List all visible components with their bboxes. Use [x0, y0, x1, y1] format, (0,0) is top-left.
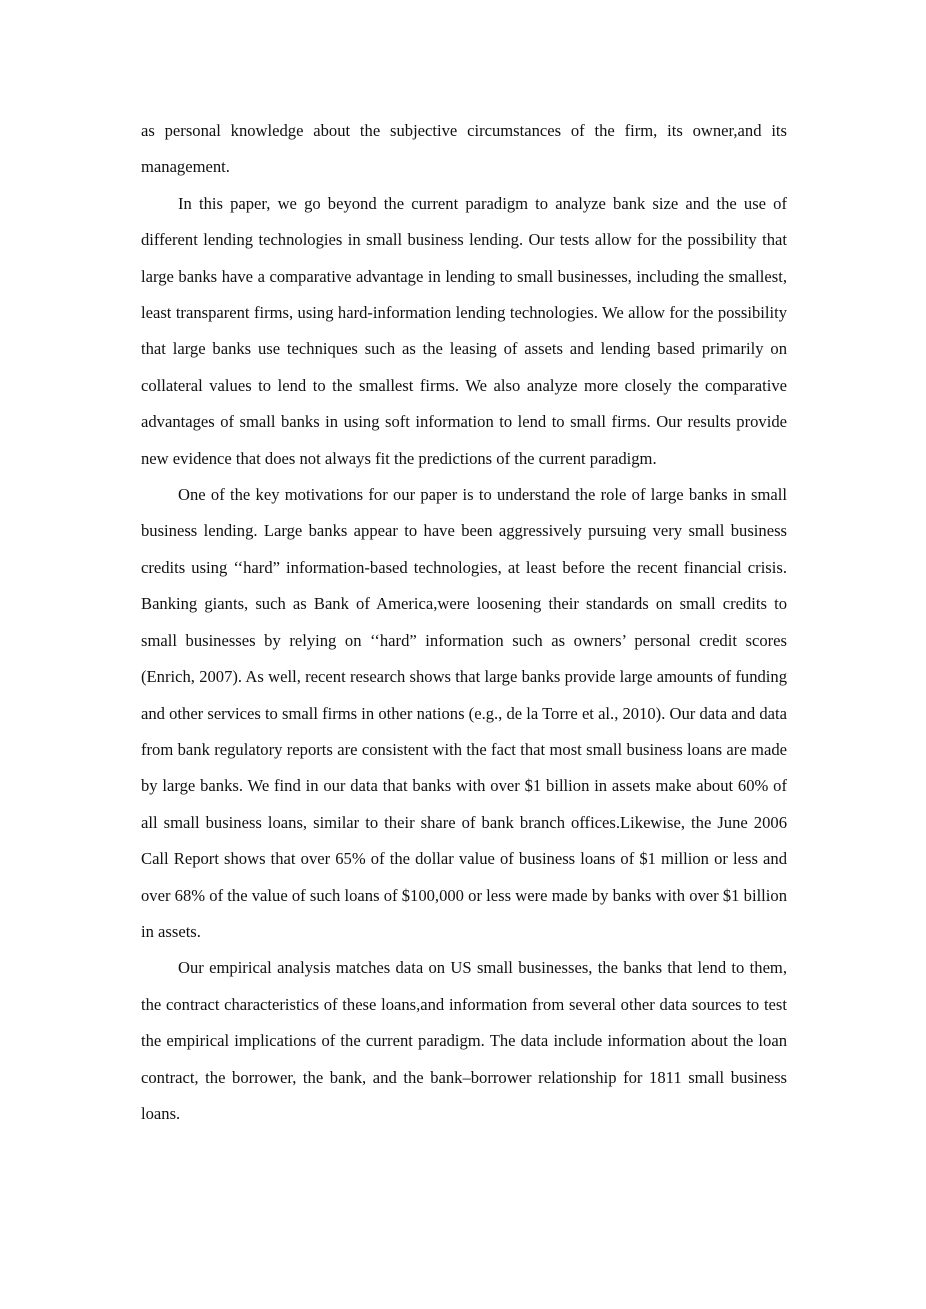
- paragraph-continuation: as personal knowledge about the subjective circumstances of the firm, its owner,and its management.: [141, 121, 787, 177]
- paragraph-empirical-analysis: Our empirical analysis matches data on US small businesses, the banks that lend to them, the contract characteristics of these loans,and information from several other data sources to test the empirical implications of the current paradigm. The data include information about the loan contract, the borrower, the bank, and the bank–borrower relationship for 1811 small business loans.: [141, 958, 787, 1123]
- paragraph-paper-overview: In this paper, we go beyond the current paradigm to analyze bank size and the use of different lending technologies in small business lending. Our tests allow for the possibility that large banks have a comparative advantage in lending to small businesses, including the smallest, least transparent firms, using hard-information lending technologies. We allow for the possibility that large banks use techniques such as the leasing of assets and lending based primarily on collateral values to lend to the smallest firms. We also analyze more closely the comparative advantages of small banks in using soft information to lend to small firms. Our results provide new evidence that does not always fit the predictions of the current paradigm.: [141, 193, 787, 468]
- paragraph-motivation: One of the key motivations for our paper is to understand the role of large banks in small business lending. Large banks appear to have been aggressively pursuing very small business credits using ‘‘hard” information-based technologies, at least before the recent financial crisis. Banking giants, such as Bank of America,were loosening their standards on small credits to small businesses by relying on ‘‘hard” information such as owners’ personal credit scores (Enrich, 2007). As well, recent research shows that large banks provide large amounts of funding and other services to small firms in other nations (e.g., de la Torre et al., 2010). Our data and data from bank regulatory reports are consistent with the fact that most small business loans are made by large banks. We find in our data that banks with over $1 billion in assets make about 60% of all small business loans, similar to their share of bank branch offices.Likewise, the June 2006 Call Report shows that over 65% of the dollar value of business loans of $1 million or less and over 68% of the value of such loans of $100,000 or less were made by banks with over $1 billion in assets.: [141, 485, 787, 941]
- document-page: [141, 113, 787, 1132]
